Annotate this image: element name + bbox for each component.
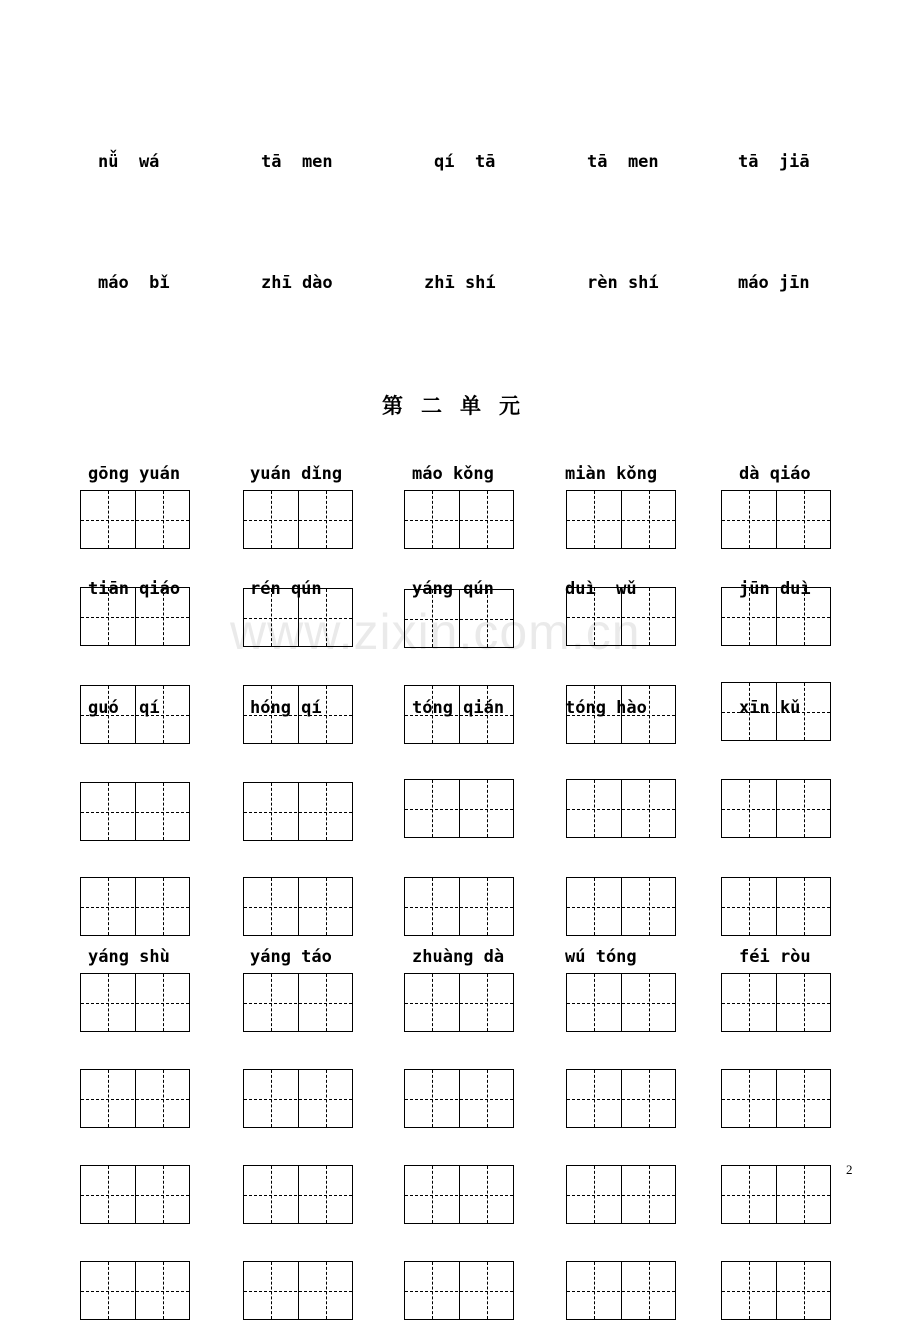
pinyin-word: jūn duì <box>739 579 811 599</box>
pinyin-word: miàn kǒng <box>565 464 658 484</box>
pinyin-word: dà qiáo <box>739 464 811 484</box>
tianzige-box <box>566 490 676 549</box>
tianzige-box <box>721 1165 831 1224</box>
pinyin-word: zhī shí <box>424 273 496 293</box>
tianzige-box <box>404 877 514 936</box>
pinyin-word: hóng qí <box>250 698 322 718</box>
pinyin-word: tiān qiáo <box>88 579 181 599</box>
pinyin-word: tóng qián <box>412 698 505 718</box>
pinyin-word: xīn kǔ <box>739 698 801 718</box>
pinyin-word: zhuàng dà <box>412 947 505 967</box>
tianzige-box <box>721 973 831 1032</box>
pinyin-word: nǚ wá <box>98 152 160 172</box>
pinyin-word: tā jiā <box>738 152 810 172</box>
pinyin-word: qí tā <box>434 152 496 172</box>
pinyin-word: rén qún <box>250 579 322 599</box>
tianzige-box <box>404 973 514 1032</box>
pinyin-word: yáng qún <box>412 579 494 599</box>
tianzige-box <box>243 1261 353 1320</box>
pinyin-word: gōng yuán <box>88 464 181 484</box>
tianzige-box <box>566 1165 676 1224</box>
pinyin-word: yuán dǐng <box>250 464 343 484</box>
pinyin-word: yáng shù <box>88 947 170 967</box>
pinyin-word: máo jīn <box>738 273 810 293</box>
tianzige-box <box>243 877 353 936</box>
pinyin-word: máo kǒng <box>412 464 494 484</box>
tianzige-box <box>243 1165 353 1224</box>
tianzige-box <box>566 877 676 936</box>
pinyin-word: guó qí <box>88 698 160 718</box>
tianzige-box <box>80 1261 190 1320</box>
tianzige-box <box>566 1069 676 1128</box>
page-number: 2 <box>846 1162 853 1177</box>
tianzige-box <box>243 782 353 841</box>
pinyin-word: rèn shí <box>587 273 659 293</box>
pinyin-word: wú tóng <box>565 947 637 967</box>
tianzige-box <box>80 782 190 841</box>
tianzige-box <box>404 1261 514 1320</box>
tianzige-box <box>566 1261 676 1320</box>
pinyin-word: duì wǔ <box>565 579 637 599</box>
tianzige-box <box>404 490 514 549</box>
tianzige-box <box>404 1069 514 1128</box>
watermark: www.zixin.com.cn <box>230 604 641 660</box>
tianzige-box <box>566 779 676 838</box>
tianzige-box <box>80 1069 190 1128</box>
tianzige-box <box>404 779 514 838</box>
tianzige-box <box>80 877 190 936</box>
tianzige-box <box>566 973 676 1032</box>
tianzige-box <box>80 490 190 549</box>
pinyin-word: yáng táo <box>250 947 332 967</box>
pinyin-word: tā men <box>261 152 333 172</box>
tianzige-box <box>721 1261 831 1320</box>
tianzige-box <box>243 973 353 1032</box>
tianzige-box <box>243 490 353 549</box>
tianzige-box <box>243 1069 353 1128</box>
tianzige-box <box>80 1165 190 1224</box>
tianzige-box <box>721 490 831 549</box>
section-title: 第二单元 <box>382 393 538 418</box>
tianzige-box <box>80 973 190 1032</box>
tianzige-box <box>404 1165 514 1224</box>
pinyin-word: máo bǐ <box>98 273 170 293</box>
pinyin-word: tā men <box>587 152 659 172</box>
pinyin-word: féi ròu <box>739 947 811 967</box>
tianzige-box <box>721 877 831 936</box>
pinyin-word: tóng hào <box>565 698 647 718</box>
tianzige-box <box>721 779 831 838</box>
pinyin-word: zhī dào <box>261 273 333 293</box>
tianzige-box <box>721 1069 831 1128</box>
